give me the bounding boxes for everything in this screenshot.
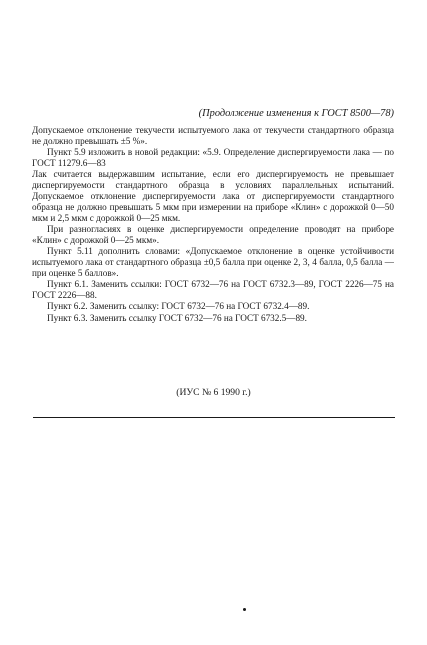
- page-mark-dot: [243, 608, 246, 611]
- paragraph-clause-6-3: Пункт 6.3. Заменить ссылку ГОСТ 6732—76 на ГОСТ 6732.5—89.: [47, 312, 307, 323]
- paragraph-clause-5-9: Пункт 5.9 изложить в новой редакции: «5.9. Определение диспергируемости лака — по ГОСТ 11279.6—83: [32, 147, 394, 168]
- continuation-header: (Продолжение изменения к ГОСТ 8500—78): [198, 108, 394, 119]
- section-divider: [33, 417, 395, 418]
- paragraph-clause-6-2: Пункт 6.2. Заменить ссылку: ГОСТ 6732—76 на ГОСТ 6732.4—89.: [47, 301, 310, 312]
- ius-reference: (ИУС № 6 1990 г.): [176, 387, 251, 398]
- document-body: [32, 125, 394, 324]
- paragraph-tolerance-flow: Допускаемое отклонение текучести испытуемого лака от текучести стандартного образца не должно превышать ±5 %».: [32, 125, 394, 146]
- paragraph-clause-5-11: Пункт 5.11 дополнить словами: «Допускаемое отклонение в оценке устойчивости испытуемого лака от стандартного образца ±0,5 балла при оценке 2, 3, 4 балла, 0,5 балла — при оценке 5 баллов».: [32, 246, 394, 278]
- paragraph-dispersibility-test: Лак считается выдержавшим испытание, если его диспергируемость не превышает диспергируемости стандартного образца в условиях параллельных испытаний. Допускаемое отклонение диспергируемости лака от диспергируемости стандартного образца не должно превышать 5 мкм при измерении на приборе «Клин» с дорожкой 0—50 мкм и 2,5 мкм с дорожкой 0—25 мкм.: [32, 169, 394, 223]
- paragraph-disagreements: При разногласиях в оценке диспергируемости определение проводят на приборе «Клин» с дорожкой 0—25 мкм».: [32, 223, 394, 245]
- paragraph-clause-6-1: Пункт 6.1. Заменить ссылки: ГОСТ 6732—76 на ГОСТ 6732.3—89, ГОСТ 2226—75 на ГОСТ 2226—88.: [32, 279, 394, 300]
